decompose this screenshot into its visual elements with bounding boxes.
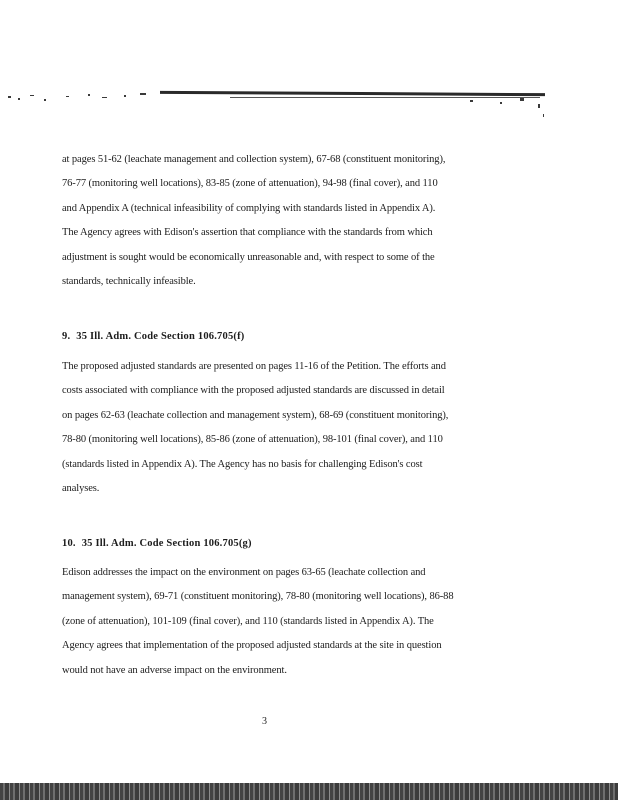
section-9-line: (standards listed in Appendix A). The Agency has no basis for challenging Edison's cost bbox=[62, 458, 423, 470]
section-10-heading bbox=[62, 538, 252, 549]
section-10-line: Agency agrees that implementation of the proposed adjusted standards at the site in question bbox=[62, 640, 442, 652]
header-rule-secondary bbox=[230, 97, 540, 98]
paragraph-1-line: 76-77 (monitoring well locations), 83-85 (zone of attenuation), 94-98 (final cover), and 110 bbox=[62, 178, 438, 190]
page-number: 3 bbox=[262, 716, 267, 727]
section-10-line: (zone of attenuation), 101-109 (final cover), and 110 (standards listed in Appendix A). The bbox=[62, 615, 434, 627]
paragraph-1-line: standards, technically infeasible. bbox=[62, 276, 196, 288]
section-9-heading bbox=[62, 331, 244, 342]
section-10-line: Edison addresses the impact on the environment on pages 63-65 (leachate collection and bbox=[62, 567, 426, 578]
section-9-line: 78-80 (monitoring well locations), 85-86 (zone of attenuation), 98-101 (final cover), and 110 bbox=[62, 434, 443, 446]
section-10-body bbox=[62, 561, 492, 683]
section-10-line: would not have an adverse impact on the environment. bbox=[62, 664, 287, 676]
section-9-title: 35 Ill. Adm. Code Section 106.705(f) bbox=[76, 331, 245, 342]
section-10-title: 35 Ill. Adm. Code Section 106.705(g) bbox=[81, 538, 252, 549]
section-10-number: 10. bbox=[62, 538, 76, 549]
header-rule bbox=[160, 91, 545, 96]
section-9-line: on pages 62-63 (leachate collection and management system), 68-69 (constituent monitoring), bbox=[62, 409, 449, 421]
section-10-line: management system), 69-71 (constituent monitoring), 78-80 (monitoring well locations), 86-88 bbox=[62, 591, 454, 603]
scan-artifact-bottom bbox=[0, 783, 618, 800]
paragraph-1-line: and Appendix A (technical infeasibility of complying with standards listed in Appendix A). bbox=[62, 202, 436, 214]
section-9-line: The proposed adjusted standards are presented on pages 11-16 of the Petition. The efforts and bbox=[62, 361, 446, 372]
section-9-line: analyses. bbox=[62, 483, 100, 495]
section-9-number: 9. bbox=[62, 331, 71, 342]
section-9-body bbox=[62, 355, 492, 501]
paragraph-1-line: at pages 51-62 (leachate management and collection system), 67-68 (constituent monitoring), bbox=[62, 154, 446, 165]
paragraph-1-line: The Agency agrees with Edison's assertion that compliance with the standards from which bbox=[62, 227, 433, 239]
scan-artifact-top bbox=[0, 84, 560, 124]
paragraph-1 bbox=[62, 148, 492, 294]
section-9-line: costs associated with compliance with the proposed adjusted standards are discussed in detail bbox=[62, 385, 445, 397]
paragraph-1-line: adjustment is sought would be economically unreasonable and, with respect to some of the bbox=[62, 251, 435, 263]
